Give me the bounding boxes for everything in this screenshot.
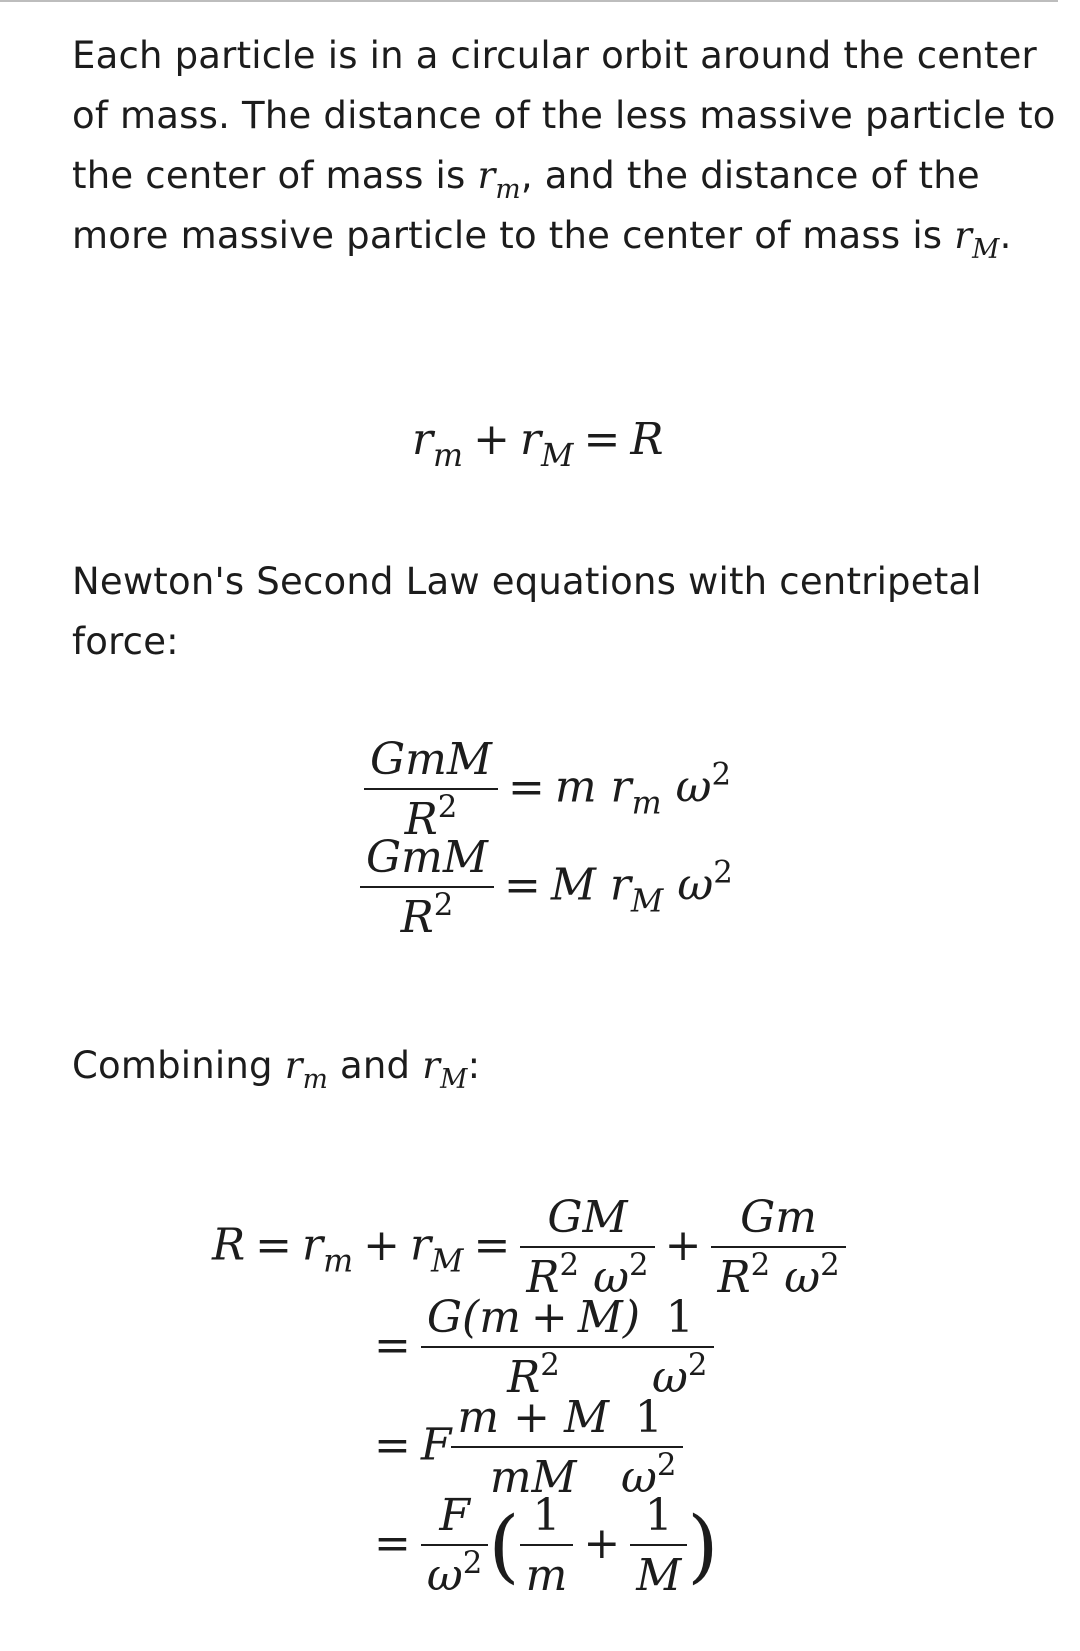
- d4-m: m: [520, 1544, 574, 1598]
- newton2-den-exp: 2: [433, 887, 454, 924]
- d4-fraction-1m: [520, 1490, 574, 1601]
- d2-den: R: [507, 1352, 541, 1403]
- newton1-denominator: R: [404, 794, 438, 845]
- d2-fraction-sum: [421, 1292, 646, 1403]
- derivation-line-4: [364, 1490, 719, 1601]
- var-rm: r: [477, 154, 496, 197]
- d4-omega: ω: [426, 1550, 463, 1601]
- eq1-R: R: [630, 414, 664, 465]
- eq1-r1-sub: m: [433, 438, 464, 475]
- d4-right-paren: ): [687, 1499, 719, 1592]
- newton2-omega-exp: 2: [713, 854, 733, 891]
- d1-equals-2: =: [473, 1219, 511, 1271]
- intro-text-a: Each particle is in a circular orbit around the center of mass. The distance of the less massive particle to the center of mass is: [72, 34, 1056, 197]
- d1-r2: r: [409, 1219, 432, 1271]
- d1-f2-num: Gm: [740, 1192, 818, 1243]
- newton2-mass: M: [550, 859, 596, 911]
- intro-text-b: , and the distance of the more massive particle to the center of mass is: [72, 154, 980, 257]
- top-divider: [0, 0, 1058, 2]
- d2-num-plus: +: [530, 1292, 568, 1343]
- d4-plus: +: [583, 1517, 621, 1569]
- d3-equals: =: [374, 1419, 411, 1471]
- d1-f1-den-w-exp: 2: [628, 1247, 649, 1284]
- d1-f2-den-R-exp: 2: [750, 1247, 771, 1284]
- newton1-omega-exp: 2: [711, 756, 732, 793]
- d1-f1-num: GM: [547, 1192, 628, 1243]
- d4-M: M: [630, 1544, 687, 1598]
- newton2-r-sub: M: [630, 883, 664, 920]
- combining-rm-sub: m: [302, 1064, 329, 1096]
- d2-den-exp: 2: [540, 1347, 560, 1384]
- newton-fraction-2: [360, 832, 494, 943]
- combining-text-b: and: [328, 1044, 423, 1087]
- var-rM: r: [954, 214, 973, 257]
- d2-fraction-omega: [646, 1292, 714, 1403]
- d4-one-a: 1: [532, 1490, 561, 1541]
- d1-fraction-Gm: [711, 1192, 845, 1303]
- d1-f2-den-w-exp: 2: [820, 1247, 840, 1284]
- newton1-r: r: [610, 761, 632, 813]
- var-rM-subscript: M: [972, 234, 1000, 266]
- newton-paragraph: Newton's Second Law equations with centripetal force:: [72, 560, 982, 663]
- newton-fraction-1: [364, 734, 498, 845]
- d3-F: F: [420, 1419, 452, 1471]
- d4-equals: =: [374, 1517, 411, 1569]
- d4-fraction-1M: [630, 1490, 687, 1601]
- newton2-numerator: GmM: [366, 832, 488, 883]
- d3-fraction-omega: [615, 1392, 683, 1503]
- d1-plus-1: +: [363, 1219, 400, 1271]
- d2-num-a: G(m: [426, 1292, 521, 1343]
- newton1-numerator: GmM: [370, 734, 492, 785]
- d3-omega: ω: [621, 1452, 657, 1503]
- newton2-omega: ω: [677, 859, 714, 911]
- newton2-denominator: R: [400, 892, 434, 943]
- d1-f1-den-R: R: [526, 1252, 560, 1303]
- d1-r1-sub: m: [323, 1243, 354, 1280]
- d1-f2-den-w: ω: [784, 1252, 821, 1303]
- eq1-r2-sub: M: [541, 438, 574, 475]
- d3-den: mM: [451, 1446, 615, 1500]
- derivation-line-2: [364, 1292, 714, 1403]
- newton1-r-sub: m: [631, 785, 662, 822]
- combining-rm: r: [284, 1044, 303, 1087]
- intro-text-c: .: [999, 214, 1012, 257]
- d2-equals: =: [374, 1319, 411, 1371]
- newton2-equals: =: [503, 859, 541, 911]
- derivation-line-3: [364, 1392, 683, 1503]
- d4-one-b: 1: [644, 1490, 673, 1541]
- d2-one: 1: [665, 1292, 694, 1343]
- newton1-mass: m: [554, 761, 597, 813]
- d3-omega-exp: 2: [656, 1447, 677, 1484]
- combining-paragraph: [72, 1036, 1062, 1096]
- var-rm-subscript: m: [495, 174, 521, 206]
- d1-f1-den-w: ω: [593, 1252, 629, 1303]
- d4-fraction-F: [421, 1490, 489, 1601]
- d4-left-paren: (: [488, 1499, 520, 1592]
- d1-equals-1: =: [255, 1219, 293, 1271]
- eq1-plus: +: [473, 414, 510, 465]
- d1-r2-sub: M: [431, 1243, 464, 1280]
- newton1-den-exp: 2: [437, 789, 458, 826]
- combining-text-a: Combining: [72, 1044, 285, 1087]
- d1-f1-den-R-exp: 2: [559, 1247, 580, 1284]
- d1-R: R: [212, 1219, 246, 1271]
- newton1-equals: =: [507, 761, 545, 813]
- newton1-omega: ω: [675, 761, 712, 813]
- d1-fraction-GM: [520, 1192, 654, 1303]
- combining-rM: r: [422, 1044, 441, 1087]
- eq1-r2: r: [519, 414, 542, 465]
- d3-fraction-mass: [451, 1392, 615, 1503]
- newton-equation-M: [360, 832, 733, 943]
- eq1-equals: =: [583, 414, 621, 465]
- newton-equation-m: [364, 734, 732, 845]
- d4-F: F: [439, 1490, 470, 1541]
- d3-num: m + M: [457, 1392, 610, 1443]
- d1-f2-den-R: R: [717, 1252, 751, 1303]
- equation-sum-radii: [412, 414, 664, 475]
- eq1-r1: r: [412, 414, 434, 465]
- d3-one: 1: [634, 1392, 663, 1443]
- d2-num-b: M): [577, 1292, 641, 1343]
- d4-omega-exp: 2: [462, 1545, 483, 1582]
- d2-omega: ω: [652, 1352, 688, 1403]
- combining-text-c: :: [467, 1044, 481, 1087]
- newton2-r: r: [609, 859, 631, 911]
- derivation-line-1: [212, 1192, 846, 1303]
- d1-plus-2: +: [664, 1219, 702, 1271]
- d1-r1: r: [302, 1219, 324, 1271]
- d2-omega-exp: 2: [687, 1347, 708, 1384]
- intro-paragraph: [72, 26, 1062, 266]
- combining-rM-sub: M: [440, 1064, 468, 1096]
